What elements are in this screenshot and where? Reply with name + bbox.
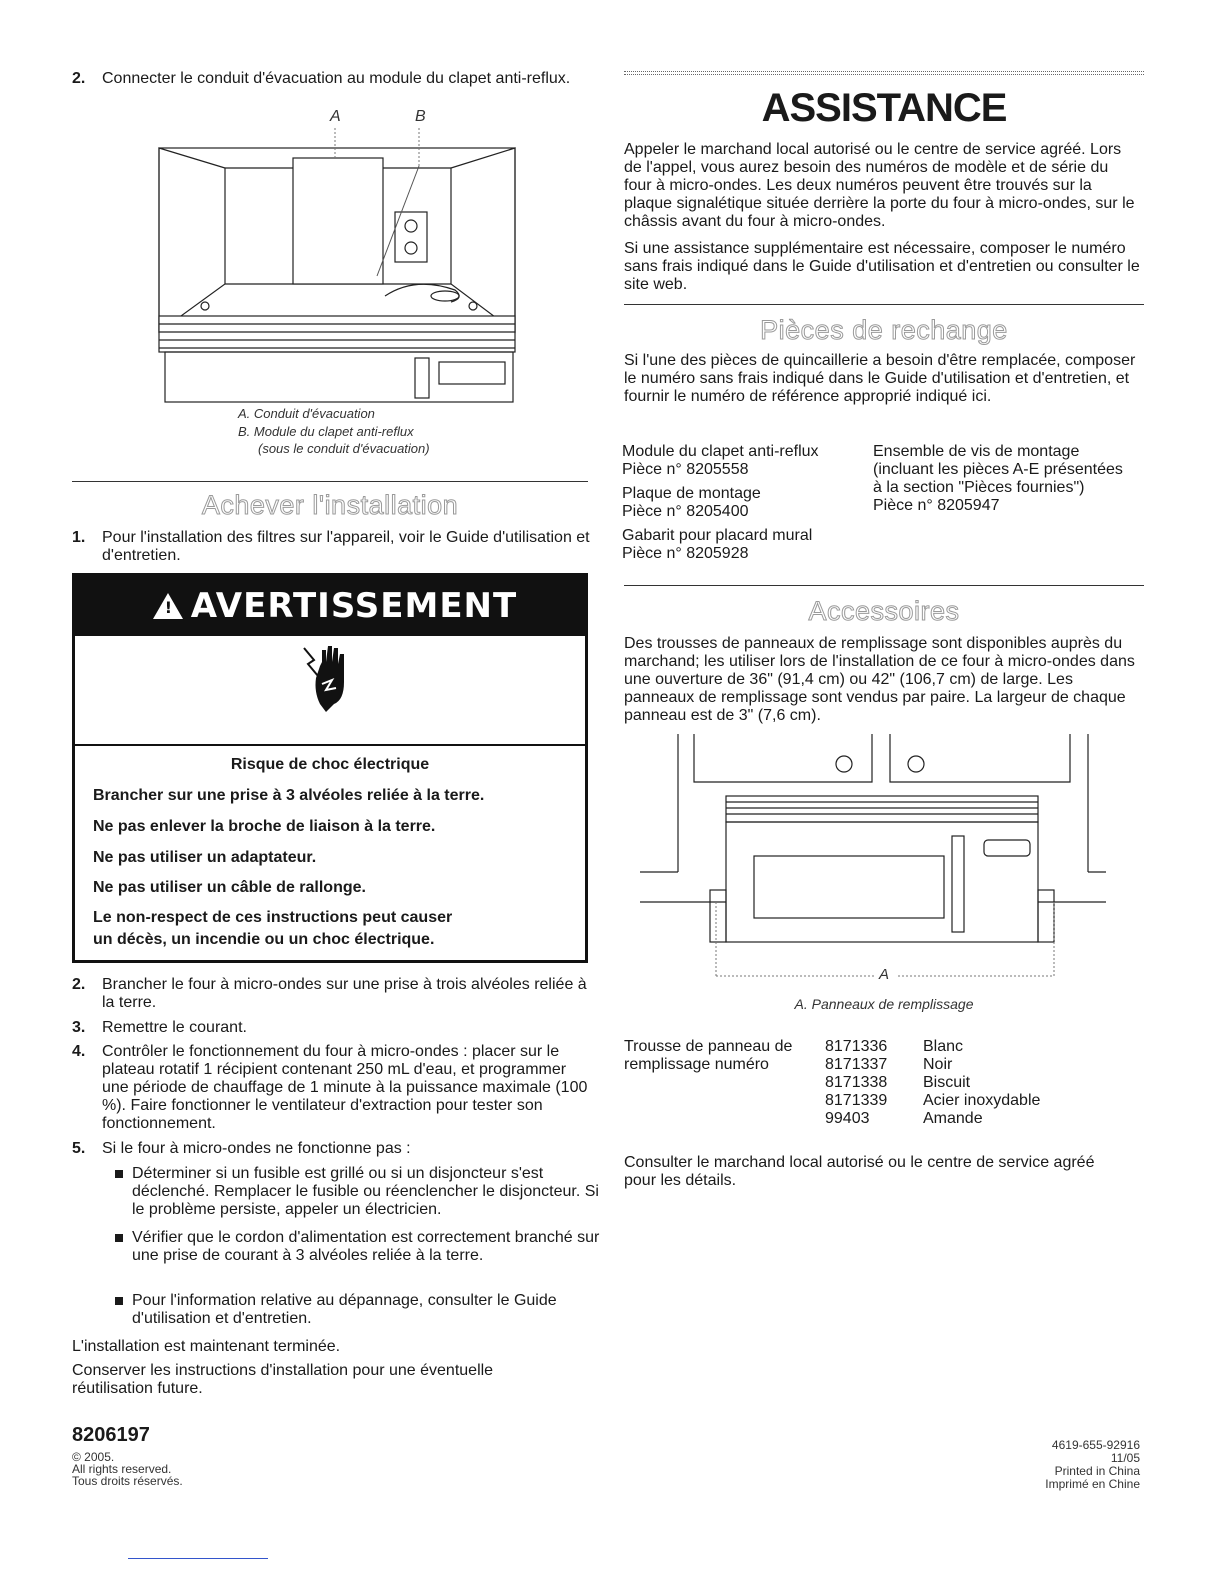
- kit-colors: [923, 1038, 1123, 1128]
- bullet-text: Pour l'information relative au dépannage, consulter le Guide d'utilisation et d'entretien.: [132, 1292, 557, 1327]
- warning-triangle-icon: !: [153, 593, 183, 619]
- section-title-accessories: Accessoires: [808, 596, 960, 626]
- part-number: 8206197: [72, 1424, 150, 1446]
- warning-line: Brancher sur une prise à 3 alvéoles reliée à la terre.: [93, 787, 485, 804]
- step-number: 2.: [72, 70, 86, 87]
- warning-risk: Risque de choc électrique: [230, 756, 430, 773]
- doc-code: 4619-655-92916: [1051, 1438, 1140, 1452]
- printed-fr: Imprimé en Chine: [1045, 1477, 1140, 1491]
- print-info-block: [940, 1439, 1140, 1491]
- keep-instructions: Conserver les instructions d'installation pour une éventuelle réutilisation future.: [72, 1362, 494, 1397]
- kit-label-line: Trousse de panneau de: [624, 1038, 793, 1055]
- kit-color: Blanc: [923, 1038, 964, 1055]
- top-rule: [624, 71, 1144, 75]
- copyright-block: [72, 1451, 183, 1487]
- figure-duct-installation: [155, 108, 525, 408]
- step-text: Remettre le courant.: [102, 1019, 247, 1036]
- bullet-icon: [115, 1297, 123, 1305]
- part-name: Plaque de montage: [622, 485, 761, 502]
- filler-panel-label: A: [879, 966, 890, 983]
- rights-fr: Tous droits réservés.: [72, 1474, 183, 1488]
- step-power: [72, 1019, 592, 1037]
- assistance-paragraph-1: Appeler le marchand local autorisé ou le centre de service agréé. Lors de l'appel, vous aurez besoin des numéros de modèle et de série du four à micro-ondes. Les deux numéros peuvent être trouvés sur la plaque signalétique située derrière la porte du four à micro-ondes, sur le châssis avant du four à micro-ondes.: [624, 141, 1135, 230]
- figure-caption-a: A. Conduit d'évacuation: [238, 406, 375, 421]
- kit-number: 8171339: [825, 1092, 888, 1109]
- part-name: Ensemble de vis de montage (incluant les pièces A-E présentées à la section "Pièces fournies"): [873, 443, 1123, 496]
- copyright: © 2005.: [72, 1450, 115, 1464]
- part-name: Gabarit pour placard mural: [622, 527, 813, 544]
- printed-en: Printed in China: [1054, 1464, 1140, 1478]
- section-title-parts: Pièces de rechange: [760, 315, 1008, 345]
- warning-title: AVERTISSEMENT: [190, 586, 518, 626]
- part-number: Pièce n° 8205947: [873, 497, 1000, 514]
- scan-artifact-line: [128, 1558, 268, 1559]
- kit-number: 8171338: [825, 1074, 888, 1091]
- figure-caption-b: B. Module du clapet anti-reflux: [238, 424, 414, 439]
- step-troubleshoot: [72, 1140, 592, 1158]
- parts-list-left: [622, 443, 872, 563]
- bullet-icon: [115, 1170, 123, 1178]
- warning-line: un décès, un incendie ou un choc électrique.: [93, 931, 435, 948]
- assistance-title: ASSISTANCE: [761, 86, 1007, 130]
- filler-panel-caption: A. Panneaux de remplissage: [794, 996, 974, 1012]
- rights-en: All rights reserved.: [72, 1462, 172, 1476]
- print-date: 11/05: [1110, 1451, 1140, 1465]
- figure-label-b: B: [415, 108, 426, 125]
- installation-complete: L'installation est maintenant terminée.: [72, 1338, 341, 1355]
- electric-shock-icon: [300, 642, 360, 722]
- kit-label: [624, 1038, 824, 1074]
- duct-diagram: [155, 126, 525, 408]
- warning-line: Ne pas utiliser un adaptateur.: [93, 849, 317, 866]
- consult-dealer: Consulter le marchand local autorisé ou le centre de service agréé pour les détails.: [624, 1154, 1095, 1189]
- part-number: Pièce n° 8205928: [622, 545, 749, 562]
- kit-color: Noir: [923, 1056, 953, 1073]
- part-number: Pièce n° 8205400: [622, 503, 749, 520]
- figure-label-a: A: [330, 108, 341, 125]
- warning-separator: [75, 744, 585, 746]
- bullet-icon: [115, 1234, 123, 1242]
- kit-color: Acier inoxydable: [923, 1092, 1041, 1109]
- figure-caption-b-note: (sous le conduit d'évacuation): [258, 441, 430, 456]
- kit-color: Biscuit: [923, 1074, 971, 1091]
- bullet-text: Vérifier que le cordon d'alimentation est correctement branché sur une prise de courant à 3 alvéoles reliée à la terre.: [132, 1229, 600, 1264]
- section-title-finish: Achever l'installation: [201, 490, 459, 520]
- step-text: Connecter le conduit d'évacuation au module du clapet anti-reflux.: [102, 70, 571, 87]
- assistance-paragraph-2: Si une assistance supplémentaire est nécessaire, composer le numéro sans frais indiqué dans le Guide d'utilisation et d'entretien ou consulter le site web.: [624, 240, 1140, 293]
- warning-box: [72, 573, 588, 963]
- kit-number: 99403: [825, 1110, 870, 1127]
- accessories-text: Des trousses de panneaux de remplissage sont disponibles auprès du marchand; les utiliser lors de l'installation de ce four à micro-ondes dans une ouverture de 36" (91,4 cm) ou 42" (106,7 cm) de large. Les panneaux de remplissage sont vendus par paire. La largeur de chaque panneau est de 3" (7,6 cm).: [624, 635, 1135, 724]
- step-number: 3.: [72, 1019, 86, 1036]
- bullet-text: Déterminer si un fusible est grillé ou si un disjoncteur s'est déclenché. Remplacer le fusible ou réenclencher le disjoncteur. Si le problème persiste, appeler un électricien.: [132, 1165, 599, 1218]
- kit-number: 8171336: [825, 1038, 888, 1055]
- step-filters: [72, 529, 592, 564]
- warning-line: Le non-respect de ces instructions peut causer: [93, 909, 453, 926]
- warning-line: Ne pas enlever la broche de liaison à la terre.: [93, 818, 436, 835]
- divider: [72, 481, 588, 482]
- part-name: Module du clapet anti-reflux: [622, 443, 819, 460]
- step-text: Pour l'installation des filtres sur l'appareil, voir le Guide d'utilisation et d'entretien.: [102, 529, 590, 564]
- step-test: [72, 1043, 592, 1132]
- step-text: Contrôler le fonctionnement du four à micro-ondes : placer sur le plateau rotatif 1 récipient contenant 250 mL d'eau, et programmer une période de chauffage de 1 minute à la puissance maximale (100 %). Faire fonctionner le ventilateur d'extraction pour tester son fonctionnement.: [102, 1043, 588, 1132]
- part-number: Pièce n° 8205558: [622, 461, 749, 478]
- filler-panel-diagram: [640, 730, 1110, 990]
- divider: [624, 304, 1144, 305]
- step-text: Brancher le four à micro-ondes sur une prise à trois alvéoles reliée à la terre.: [102, 976, 587, 1011]
- parts-list-right: [873, 443, 1133, 515]
- kit-color: Amande: [923, 1110, 983, 1127]
- warning-header: [75, 576, 585, 636]
- kit-label-line: remplissage numéro: [624, 1056, 769, 1073]
- step-number: 2.: [72, 976, 86, 993]
- warning-line: Ne pas utiliser un câble de rallonge.: [93, 879, 366, 896]
- step-connect-duct: [72, 70, 592, 88]
- kit-number: 8171337: [825, 1056, 888, 1073]
- kit-numbers: [825, 1038, 925, 1128]
- step-text: Si le four à micro-ondes ne fonctionne pas :: [102, 1140, 411, 1157]
- parts-intro: Si l'une des pièces de quincaillerie a besoin d'être remplacée, composer le numéro sans frais indiqué dans le Guide d'utilisation et d'entretien, et fournir le numéro de référence approprié indiqué ici.: [624, 352, 1136, 405]
- step-number: 5.: [72, 1140, 86, 1157]
- step-plug-in: [72, 976, 592, 1011]
- step-number: 1.: [72, 529, 86, 546]
- step-number: 4.: [72, 1043, 86, 1060]
- divider: [624, 585, 1144, 586]
